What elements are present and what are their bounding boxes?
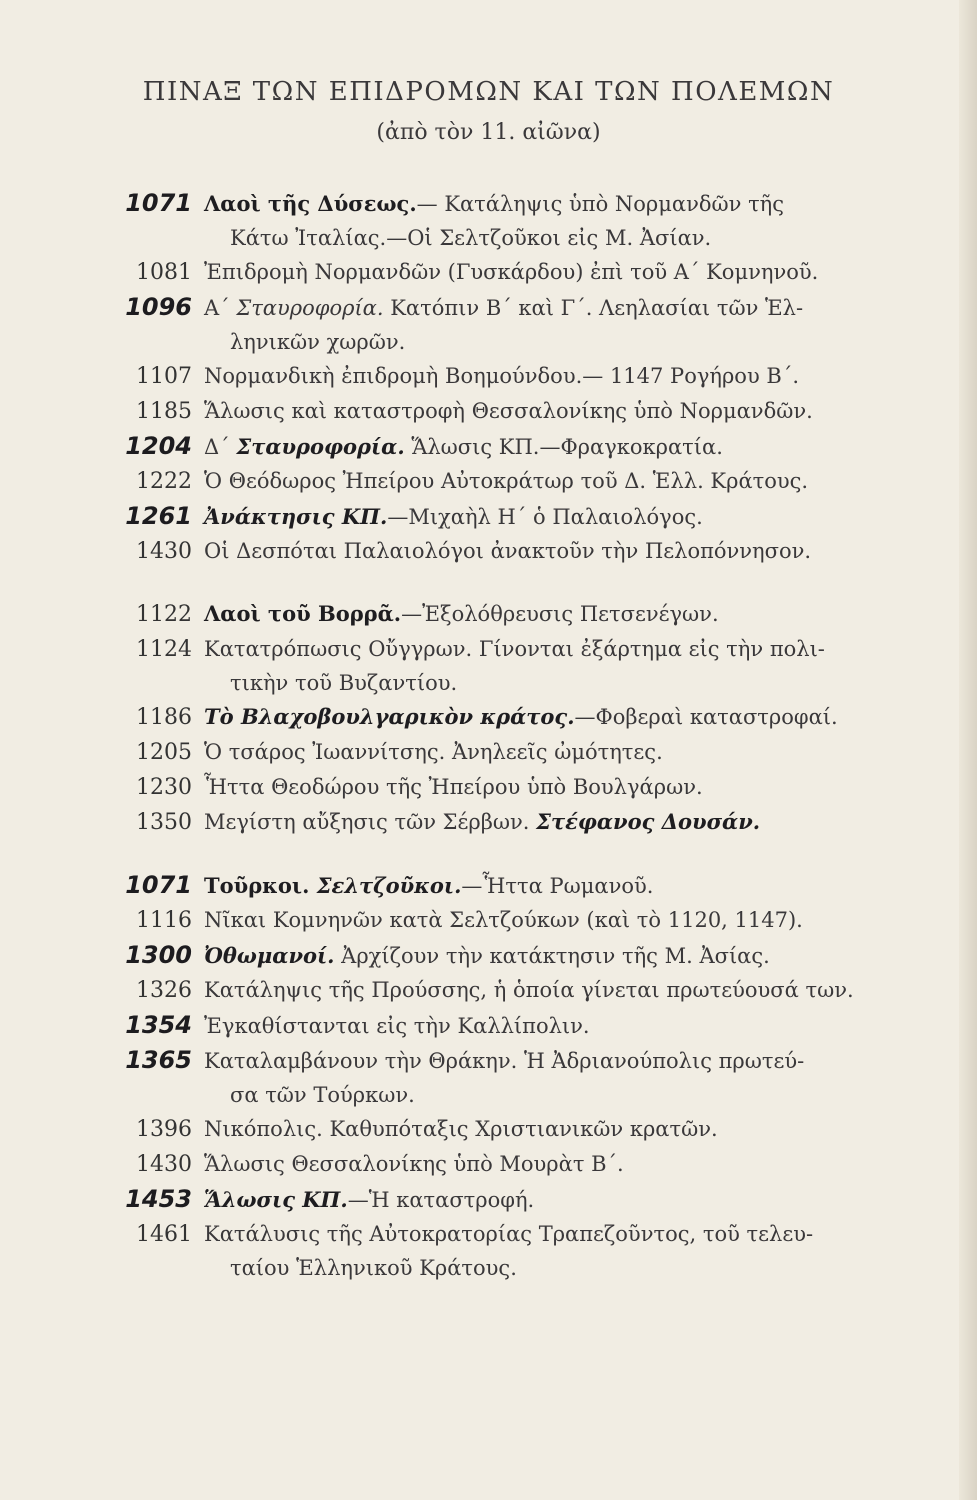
entry-text (204, 187, 890, 255)
entry-year: 1230 (136, 775, 192, 800)
entry-continuation: Κάτω Ἰταλίας.—Οἱ Σελτζοῦκοι εἰς Μ. Ἀσίαν. (230, 226, 712, 250)
entry-text-segment: Μεγίστη αὔξησις τῶν Σέρβων. (204, 810, 537, 834)
entry-year: 1186 (136, 705, 192, 730)
chronology-entry (110, 632, 890, 700)
entry-continuation: ληνικῶν χωρῶν. (230, 330, 406, 354)
chronology-section (110, 597, 890, 840)
entry-year: 1096 (125, 293, 192, 321)
entry-text-segment: Τοῦρκοι. (204, 873, 317, 898)
entry-year: 1107 (136, 364, 192, 389)
entry-text (204, 1217, 890, 1285)
chronology-entry (110, 290, 890, 359)
section-gap (110, 569, 890, 597)
chronology-entry (110, 534, 890, 569)
entry-text-segment: —Μιχαὴλ Η΄ ὁ Παλαιολόγος. (387, 505, 703, 529)
entry-text (204, 632, 890, 700)
chronology-entry (110, 700, 890, 735)
entry-year: 1326 (136, 978, 192, 1003)
entry-text-segment: Σταυροφορία. (236, 296, 384, 320)
chronology-section (110, 868, 890, 1285)
page-title: ΠΙΝΑΞ ΤΩΝ ΕΠΙΔΡΟΜΩΝ ΚΑΙ ΤΩΝ ΠΟΛΕΜΩΝ (142, 77, 835, 108)
entry-text-segment: Κατατρόπωσις Οὔγγρων. Γίνονται ἐξάρτημα εἰς τὴν πολι- (204, 637, 825, 661)
entry-text-segment: —Φοβεραὶ καταστροφαί. (574, 705, 838, 729)
entry-text-segment: Καταλαμβάνουν τὴν Θράκην. Ἡ Ἀδριανούπολις πρωτεύ- (204, 1049, 805, 1073)
entry-text (204, 869, 890, 903)
chronology-entry (110, 597, 890, 632)
entry-year: 1222 (136, 469, 192, 494)
entry-text-segment: Κατόπιν Β΄ καὶ Γ΄. Λεηλασίαι τῶν Ἑλ- (383, 296, 804, 320)
entry-continuation: τικὴν τοῦ Βυζαντίου. (230, 671, 458, 695)
entry-text (204, 500, 890, 534)
chronology-entry (110, 735, 890, 770)
entry-text (204, 464, 890, 498)
entry-text-segment: Λαοὶ τοῦ Βορρᾶ. (204, 601, 402, 626)
chronology-entry (110, 973, 890, 1008)
entry-text (204, 939, 890, 973)
chronology-entry (110, 186, 890, 255)
entry-text-segment: Ἐγκαθίστανται εἰς τὴν Καλλίπολιν. (204, 1014, 590, 1038)
chronology-entry (110, 903, 890, 938)
chronology-entry (110, 1147, 890, 1182)
entry-year: 1300 (125, 941, 192, 969)
entry-text-segment: Ἧττα Θεοδώρου τῆς Ἠπείρου ὑπὸ Βουλγάρων. (204, 775, 703, 799)
entry-year: 1124 (136, 637, 192, 662)
entry-text (204, 805, 890, 839)
entry-text-segment: Στέφανος Δουσάν. (536, 809, 761, 834)
entry-text (204, 973, 890, 1007)
section-gap (110, 840, 890, 868)
entry-text (204, 1044, 890, 1112)
chronology-entry (110, 255, 890, 290)
entry-text-segment: Δ΄ (204, 435, 237, 459)
entry-text-segment: Ἀρχίζουν τὴν κατάκτησιν τῆς Μ. Ἀσίας. (334, 944, 770, 968)
entry-text-segment: Οἱ Δεσπόται Παλαιολόγοι ἀνακτοῦν τὴν Πελοπόννησον. (204, 539, 812, 563)
entry-year: 1185 (136, 399, 192, 424)
entry-year: 1461 (136, 1222, 192, 1247)
entry-text-segment: Λαοὶ τῆς Δύσεως. (204, 191, 417, 216)
chronology-entry (110, 1043, 890, 1112)
entry-year: 1204 (125, 432, 192, 460)
entry-text (204, 359, 890, 393)
chronology-entry (110, 1182, 890, 1217)
entry-year: 1430 (136, 539, 192, 564)
entry-continuation: ταίου Ἑλληνικοῦ Κράτους. (230, 1256, 517, 1280)
entry-text-segment: Τὸ Βλαχοβουλγαρικὸν κράτος. (204, 704, 575, 729)
chronology-entry (110, 394, 890, 429)
chronology-entry (110, 499, 890, 534)
entry-year: 1071 (125, 871, 192, 899)
entry-text-segment: Νῖκαι Κομνηνῶν κατὰ Σελτζούκων (καὶ τὸ 1120, 1147). (204, 908, 803, 932)
entry-text (204, 1183, 890, 1217)
entry-year: 1122 (136, 602, 192, 627)
entry-year: 1116 (136, 908, 192, 933)
entry-year: 1205 (136, 740, 192, 765)
chronology-entry (110, 1112, 890, 1147)
entry-text-segment: Κατάλυσις τῆς Αὐτοκρατορίας Τραπεζοῦντος, τοῦ τελευ- (204, 1222, 814, 1246)
entry-text-segment: Ἐπιδρομὴ Νορμανδῶν (Γυσκάρδου) ἐπὶ τοῦ Α΄ Κομνηνοῦ. (204, 260, 819, 284)
entry-text-segment: Ὁ Θεόδωρος Ἠπείρου Αὐτοκράτωρ τοῦ Δ. Ἑλλ. Κράτους. (204, 469, 809, 493)
entry-text-segment: Κατάληψις τῆς Προύσσης, ἡ ὁποία γίνεται πρωτεύουσά των. (204, 978, 854, 1002)
entry-year: 1396 (136, 1117, 192, 1142)
entry-year: 1354 (125, 1011, 192, 1039)
entry-text (204, 1147, 890, 1181)
chronology-entry (110, 805, 890, 840)
chronology-entry (110, 938, 890, 973)
entry-text-segment: —Ἧττα Ρωμανοῦ. (461, 874, 654, 898)
entry-text-segment: Νορμανδικὴ ἐπιδρομὴ Βοημούνδου.— 1147 Ρογήρου Β΄. (204, 364, 800, 388)
entry-year: 1430 (136, 1152, 192, 1177)
entry-text-segment: Ὀθωμανοί. (204, 943, 335, 968)
chronology-entry (110, 1217, 890, 1285)
entry-year: 1350 (136, 810, 192, 835)
entry-text (204, 1009, 890, 1043)
entry-text-segment: —Ἐξολόθρευσις Πετσενέγων. (401, 602, 719, 626)
entry-text (204, 700, 890, 734)
entry-text-segment: Α΄ (204, 296, 237, 320)
chronology-entry (110, 868, 890, 903)
entry-text (204, 291, 890, 359)
entry-year: 1071 (125, 189, 192, 217)
chronology-list (110, 186, 890, 1285)
entry-text-segment: Νικόπολις. Καθυπόταξις Χριστιανικῶν κρατῶν. (204, 1117, 718, 1141)
entry-text (204, 394, 890, 428)
entry-text-segment: Ἅλωσις Θεσσαλονίκης ὑπὸ Μουρὰτ Β΄. (204, 1152, 624, 1176)
entry-text (204, 770, 890, 804)
chronology-entry (110, 464, 890, 499)
entry-text-segment: Σταυροφορία. (236, 434, 405, 459)
entry-text-segment: Ἅλωσις ΚΠ.—Φραγκοκρατία. (404, 435, 723, 459)
entry-text-segment: Ἅλωσις ΚΠ. (204, 1187, 348, 1212)
entry-text (204, 597, 890, 631)
entry-text (204, 903, 890, 937)
entry-text-segment: Ἀνάκτησις ΚΠ. (204, 504, 388, 529)
entry-continuation: σα τῶν Τούρκων. (230, 1083, 415, 1107)
page-subtitle: (ἀπὸ τὸν 11. αἰῶνα) (376, 120, 601, 145)
entry-text (204, 735, 890, 769)
chronology-entry (110, 1008, 890, 1043)
entry-text-segment: Ὁ τσάρος Ἰωαννίτσης. Ἀνηλεεῖς ὠμότητες. (204, 740, 663, 764)
chronology-entry (110, 359, 890, 394)
entry-text (204, 430, 890, 464)
entry-text-segment: Ἅλωσις καὶ καταστροφὴ Θεσσαλονίκης ὑπὸ Νορμανδῶν. (204, 399, 813, 423)
entry-text (204, 534, 890, 568)
entry-text (204, 1112, 890, 1146)
chronology-section (110, 186, 890, 569)
entry-text-segment: — Κατάληψις ὑπὸ Νορμανδῶν τῆς (416, 192, 785, 216)
entry-year: 1261 (125, 502, 192, 530)
entry-text-segment: —Ἡ καταστροφή. (347, 1188, 535, 1212)
entry-text-segment: Σελτζοῦκοι. (316, 873, 462, 898)
entry-year: 1081 (136, 260, 192, 285)
entry-year: 1365 (125, 1046, 192, 1074)
chronology-entry (110, 429, 890, 464)
chronology-entry (110, 770, 890, 805)
page-edge (959, 0, 977, 1500)
entry-year: 1453 (125, 1185, 192, 1213)
entry-text (204, 255, 890, 289)
